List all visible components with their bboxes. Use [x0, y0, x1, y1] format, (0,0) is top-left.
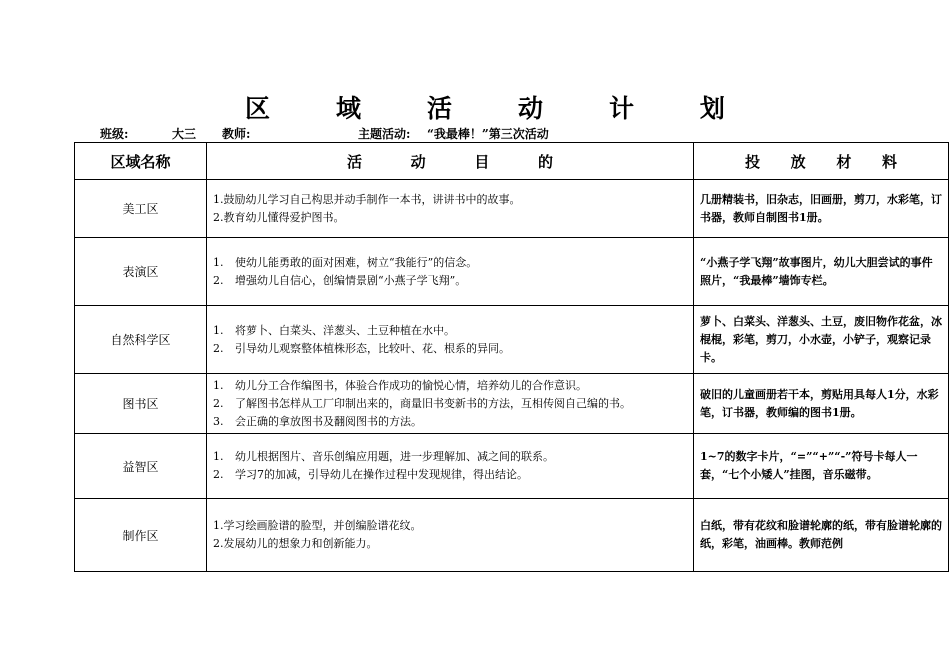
title-char: 动 — [517, 94, 543, 123]
goal-text: 增强幼儿自信心，创编情景剧“小燕子学飞翔”。 — [235, 273, 467, 287]
title-char: 域 — [335, 94, 361, 123]
title-char: 划 — [699, 94, 725, 123]
materials-cell: 萝卜、白菜头、洋葱头、土豆，废旧物作花盆，冰棍棍，彩笔，剪刀，小水壶，小铲子，观察记录卡。 — [694, 306, 949, 374]
header-goals — [207, 143, 694, 180]
goal-number: 2. — [213, 537, 224, 550]
header-materials — [694, 143, 949, 180]
goal-text: 教育幼儿懂得爱护图书。 — [223, 210, 345, 224]
goal-item — [213, 254, 687, 272]
header-region: 区域名称 — [75, 143, 207, 180]
region-name: 益智区 — [75, 434, 207, 499]
table-row — [75, 499, 949, 572]
meta-line — [0, 125, 950, 141]
class-value: 大三 — [172, 127, 197, 141]
header-goal-char: 目 — [474, 152, 490, 171]
goal-item — [213, 517, 687, 535]
page-title — [245, 90, 725, 124]
goal-number: 1. — [213, 450, 224, 463]
goal-number: 1. — [213, 192, 224, 206]
goal-item — [213, 395, 687, 413]
goal-item — [213, 466, 687, 484]
title-char: 区 — [245, 94, 271, 123]
region-name: 美工区 — [75, 180, 207, 238]
goal-text: 将萝卜、白菜头、洋葱头、土豆种植在水中。 — [235, 323, 455, 337]
goal-text: 学习7的加减，引导幼儿在操作过程中发现规律，得出结论。 — [235, 468, 528, 481]
plan-table — [74, 142, 949, 572]
table-row — [75, 238, 949, 306]
goal-item — [213, 413, 687, 431]
goal-text: 幼儿根据图片、音乐创编应用题，进一步理解加、减之间的联系。 — [235, 450, 554, 463]
goal-number: 2. — [213, 396, 224, 410]
materials-cell: “小燕子学飞翔”故事图片，幼儿大胆尝试的事件照片，“我最棒”墙饰专栏。 — [694, 238, 949, 306]
region-name: 制作区 — [75, 499, 207, 572]
goal-number: 1. — [213, 323, 224, 337]
goal-item — [213, 448, 687, 466]
goal-text: 鼓励幼儿学习自己构思并动手制作一本书，讲讲书中的故事。 — [223, 192, 521, 206]
goal-number: 1. — [213, 378, 224, 392]
goal-text: 学习绘画脸谱的脸型，并创编脸谱花纹。 — [223, 519, 422, 532]
goal-text: 引导幼儿观察整体植株形态，比较叶、花、根系的异同。 — [235, 341, 510, 355]
region-name: 图书区 — [75, 374, 207, 434]
goal-text: 使幼儿能勇敢的面对困难，树立“我能行”的信念。 — [235, 255, 478, 269]
header-material-char: 材 — [836, 152, 852, 171]
region-name: 自然科学区 — [75, 306, 207, 374]
goals-cell — [207, 499, 694, 572]
class-label: 班级: — [100, 127, 129, 141]
goal-text: 幼儿分工合作编图书，体验合作成功的愉悦心情，培养幼儿的合作意识。 — [235, 378, 587, 392]
table-row — [75, 434, 949, 499]
goal-number: 2. — [213, 468, 224, 481]
goal-number: 2. — [213, 273, 224, 287]
goal-number: 3. — [213, 414, 224, 428]
title-char: 计 — [608, 94, 634, 123]
table-row — [75, 306, 949, 374]
goal-number: 2. — [213, 341, 224, 355]
header-material-char: 料 — [881, 152, 897, 171]
goals-cell — [207, 306, 694, 374]
goal-number: 1. — [213, 255, 224, 269]
goal-item — [213, 377, 687, 395]
goal-number: 1. — [213, 519, 224, 532]
goal-item — [213, 191, 687, 209]
header-goal-char: 动 — [410, 152, 426, 171]
materials-cell: 白纸，带有花纹和脸谱轮廓的纸，带有脸谱轮廓的纸，彩笔，油画棒。教师范例 — [694, 499, 949, 572]
title-char: 活 — [426, 94, 452, 123]
header-material-char: 投 — [745, 152, 761, 171]
header-material-char: 放 — [790, 152, 806, 171]
header-goal-char: 的 — [537, 152, 553, 171]
table-row — [75, 180, 949, 238]
header-row — [75, 143, 949, 180]
theme-value: “我最棒！”第三次活动 — [427, 127, 549, 141]
materials-cell: 几册精装书，旧杂志，旧画册，剪刀，水彩笔，订书器，教师自制图书1册。 — [694, 180, 949, 238]
goal-item — [213, 535, 687, 553]
goal-text: 了解图书怎样从工厂印制出来的，商量旧书变新书的方法，互相传阅自己编的书。 — [235, 396, 631, 410]
goals-cell — [207, 434, 694, 499]
goal-item — [213, 340, 687, 358]
materials-cell: 破旧的儿童画册若干本，剪贴用具每人1分，水彩笔，订书器，教师编的图书1册。 — [694, 374, 949, 434]
goal-item — [213, 322, 687, 340]
table-row — [75, 374, 949, 434]
goals-cell — [207, 238, 694, 306]
goals-cell — [207, 180, 694, 238]
goal-item — [213, 209, 687, 227]
goal-text: 发展幼儿的想象力和创新能力。 — [223, 537, 378, 550]
goal-number: 2. — [213, 210, 224, 224]
header-goal-char: 活 — [347, 152, 363, 171]
theme-label: 主题活动: — [358, 127, 411, 141]
goal-text: 会正确的拿放图书及翻阅图书的方法。 — [235, 414, 422, 428]
teacher-label: 教师: — [222, 127, 251, 141]
materials-cell: 1~7的数字卡片，“=”“+”“-”符号卡每人一套，“七个小矮人”挂图，音乐磁带。 — [694, 434, 949, 499]
goal-item — [213, 272, 687, 290]
region-name: 表演区 — [75, 238, 207, 306]
goals-cell — [207, 374, 694, 434]
